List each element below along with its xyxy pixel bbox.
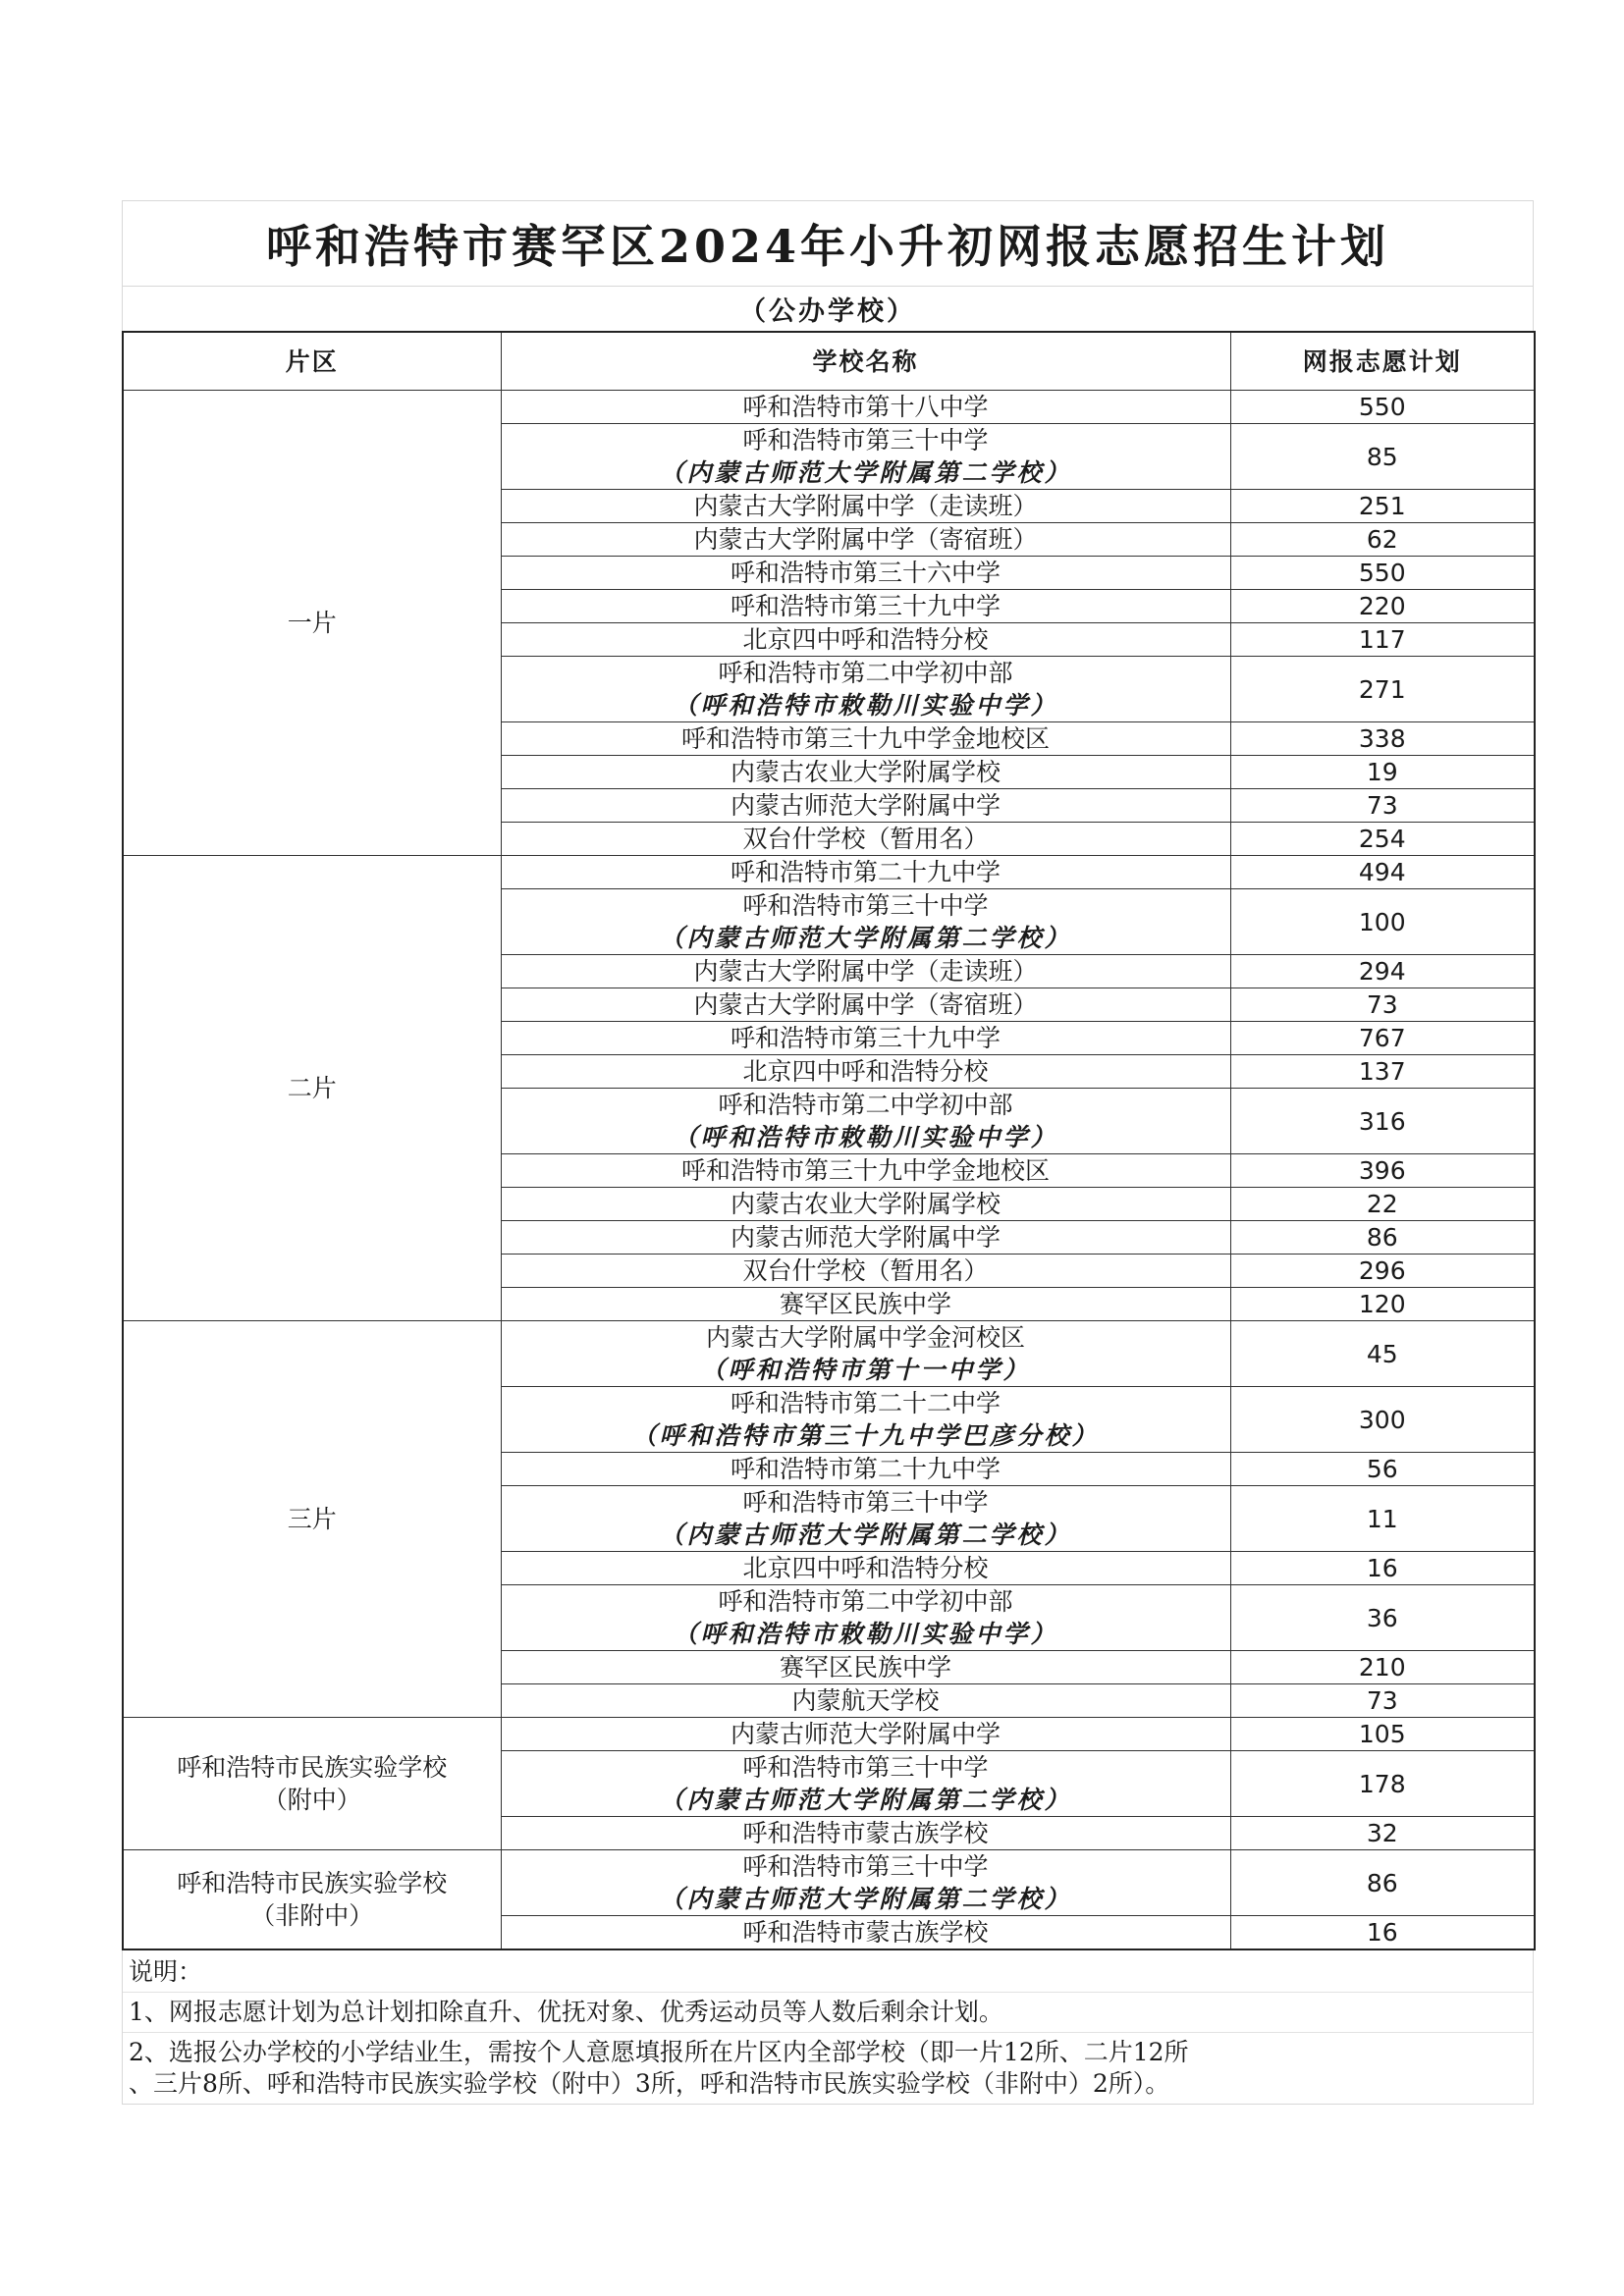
plan-count-cell: 117 [1230,623,1535,657]
school-alias: （内蒙古师范大学附属第二学校） [659,1885,1072,1913]
school-name-cell [501,955,1230,988]
school-name-cell [501,523,1230,557]
plan-count-cell: 105 [1230,1718,1535,1751]
plan-count-cell: 220 [1230,590,1535,623]
plan-count-cell: 100 [1230,889,1535,955]
school-name-cell [501,1718,1230,1751]
school-name-cell [501,722,1230,756]
school-name-cell [501,823,1230,856]
school-name-cell [501,1552,1230,1585]
plan-count-cell: 767 [1230,1022,1535,1055]
school-name: 内蒙古大学附属中学（走读班） [693,957,1038,986]
plan-count-cell: 85 [1230,424,1535,490]
plan-count-cell: 296 [1230,1255,1535,1288]
school-name: 呼和浩特市第十八中学 [742,393,989,421]
school-name: 呼和浩特市蒙古族学校 [742,1819,989,1847]
note-line-2 [123,2033,1533,2104]
school-alias: （呼和浩特市第三十九中学巴彦分校） [631,1421,1100,1450]
plan-count-cell: 316 [1230,1089,1535,1154]
school-name-cell [501,1916,1230,1950]
zone-sublabel: （非附中） [250,1901,374,1930]
school-name-cell [501,889,1230,955]
page-subtitle: （公办学校） [122,286,1534,331]
plan-count-cell: 271 [1230,657,1535,722]
school-name: 内蒙古农业大学附属学校 [730,758,1001,786]
school-name: 呼和浩特市第三十九中学金地校区 [680,724,1050,753]
table-header-row [123,332,1535,391]
school-name: 内蒙古师范大学附属中学 [730,1223,1001,1252]
school-name: 双台什学校（暂用名） [742,825,989,853]
zone-cell [123,1321,501,1718]
zone-cell [123,391,501,856]
notes-heading: 说明： [123,1950,1533,1993]
table-row [123,1718,1535,1751]
school-name: 呼和浩特市第二十九中学 [730,1455,1001,1483]
zone-label: 呼和浩特市民族实验学校 [177,1869,448,1897]
plan-count-cell: 56 [1230,1453,1535,1486]
table-row [123,1321,1535,1387]
plan-count-cell: 494 [1230,856,1535,889]
school-name: 内蒙古师范大学附属中学 [730,791,1001,820]
enrollment-plan-table [122,331,1536,1950]
plan-count-cell: 338 [1230,722,1535,756]
school-name: 内蒙古大学附属中学金河校区 [705,1323,1025,1352]
plan-count-cell: 32 [1230,1817,1535,1850]
school-name-cell [501,1288,1230,1321]
school-name-cell [501,424,1230,490]
school-name-cell [501,988,1230,1022]
page-title: 呼和浩特市赛罕区2024年小升初网报志愿招生计划 [122,200,1534,286]
plan-count-cell: 396 [1230,1154,1535,1188]
note-line-1: 1、网报志愿计划为总计划扣除直升、优抚对象、优秀运动员等人数后剩余计划。 [123,1993,1533,2033]
plan-count-cell: 86 [1230,1850,1535,1916]
school-alias: （呼和浩特市第十一中学） [700,1356,1031,1384]
zone-cell [123,856,501,1321]
school-name: 呼和浩特市第三十六中学 [730,559,1001,587]
school-name: 北京四中呼和浩特分校 [742,625,989,654]
plan-count-cell: 120 [1230,1288,1535,1321]
school-name-cell [501,1684,1230,1718]
table-row [123,391,1535,424]
school-name-cell [501,1221,1230,1255]
school-name: 呼和浩特市第三十中学 [742,1852,989,1881]
plan-count-cell: 62 [1230,523,1535,557]
header-zone: 片区 [123,332,501,391]
plan-count-cell: 73 [1230,789,1535,823]
school-name-cell [501,1188,1230,1221]
plan-count-cell: 254 [1230,823,1535,856]
school-name-cell [501,1154,1230,1188]
plan-count-cell: 137 [1230,1055,1535,1089]
document-sheet [122,200,1534,2105]
school-alias: （呼和浩特市敕勒川实验中学） [673,691,1058,720]
school-name: 呼和浩特市第二十二中学 [730,1389,1001,1417]
notes-section [122,1950,1534,2105]
school-name: 内蒙古师范大学附属中学 [730,1720,1001,1748]
zone-sublabel: （附中） [262,1786,361,1814]
school-name-cell [501,623,1230,657]
school-name: 呼和浩特市第二中学初中部 [718,1091,1013,1119]
school-name: 内蒙航天学校 [791,1686,940,1715]
note-line-2a: 2、选报公办学校的小学结业生，需按个人意愿填报所在片区内全部学校（即一片12所、二片12所 [129,2038,1189,2066]
school-name: 内蒙古大学附属中学（走读班） [693,492,1038,520]
school-name: 北京四中呼和浩特分校 [742,1057,989,1086]
school-alias: （呼和浩特市敕勒川实验中学） [673,1620,1058,1648]
zone-label: 呼和浩特市民族实验学校 [177,1753,448,1782]
school-name-cell [501,1817,1230,1850]
table-body [123,391,1535,1950]
school-name: 赛罕区民族中学 [779,1290,951,1318]
school-name-cell [501,557,1230,590]
school-alias: （内蒙古师范大学附属第二学校） [659,1521,1072,1549]
school-name-cell [501,1089,1230,1154]
zone-label: 一片 [287,609,337,637]
school-alias: （内蒙古师范大学附属第二学校） [659,1786,1072,1814]
plan-count-cell: 45 [1230,1321,1535,1387]
school-alias: （呼和浩特市敕勒川实验中学） [673,1123,1058,1151]
header-school-name: 学校名称 [501,332,1230,391]
plan-count-cell: 86 [1230,1221,1535,1255]
zone-label: 二片 [287,1074,337,1102]
zone-cell [123,1718,501,1850]
school-name-cell [501,1022,1230,1055]
school-name: 呼和浩特市第二中学初中部 [718,659,1013,687]
plan-count-cell: 550 [1230,557,1535,590]
school-name-cell [501,490,1230,523]
plan-count-cell: 294 [1230,955,1535,988]
plan-count-cell: 16 [1230,1916,1535,1950]
table-row [123,1850,1535,1916]
school-name-cell [501,856,1230,889]
plan-count-cell: 73 [1230,988,1535,1022]
school-name-cell [501,1387,1230,1453]
school-alias: （内蒙古师范大学附属第二学校） [659,458,1072,487]
school-name-cell [501,1321,1230,1387]
school-name: 内蒙古大学附属中学（寄宿班） [693,525,1038,554]
plan-count-cell: 300 [1230,1387,1535,1453]
zone-cell [123,1850,501,1950]
zone-label: 三片 [287,1505,337,1533]
plan-count-cell: 11 [1230,1486,1535,1552]
school-name: 呼和浩特市蒙古族学校 [742,1918,989,1947]
school-name-cell [501,590,1230,623]
school-name-cell [501,756,1230,789]
school-name: 呼和浩特市第三十九中学 [730,592,1001,620]
school-name: 内蒙古农业大学附属学校 [730,1190,1001,1218]
school-name: 内蒙古大学附属中学（寄宿班） [693,990,1038,1019]
school-name: 呼和浩特市第三十中学 [742,426,989,454]
plan-count-cell: 251 [1230,490,1535,523]
school-name-cell [501,1486,1230,1552]
header-plan-count: 网报志愿计划 [1230,332,1535,391]
school-name: 赛罕区民族中学 [779,1653,951,1682]
school-name-cell [501,1055,1230,1089]
school-name-cell [501,1585,1230,1651]
plan-count-cell: 36 [1230,1585,1535,1651]
school-name-cell [501,391,1230,424]
school-name: 呼和浩特市第二十九中学 [730,858,1001,886]
plan-count-cell: 16 [1230,1552,1535,1585]
plan-count-cell: 19 [1230,756,1535,789]
school-name-cell [501,1651,1230,1684]
plan-count-cell: 22 [1230,1188,1535,1221]
school-name: 呼和浩特市第三十九中学 [730,1024,1001,1052]
school-name-cell [501,1255,1230,1288]
school-name: 呼和浩特市第三十中学 [742,1753,989,1782]
school-name: 呼和浩特市第二中学初中部 [718,1587,1013,1616]
plan-count-cell: 550 [1230,391,1535,424]
school-name: 呼和浩特市第三十九中学金地校区 [680,1156,1050,1185]
school-name: 北京四中呼和浩特分校 [742,1554,989,1582]
school-name: 双台什学校（暂用名） [742,1256,989,1285]
school-name-cell [501,1453,1230,1486]
plan-count-cell: 210 [1230,1651,1535,1684]
note-line-2b: 、三片8所、呼和浩特市民族实验学校（附中）3所，呼和浩特市民族实验学校（非附中）2所）。 [129,2069,1170,2098]
school-name-cell [501,1850,1230,1916]
school-name: 呼和浩特市第三十中学 [742,891,989,920]
school-name-cell [501,1751,1230,1817]
school-name: 呼和浩特市第三十中学 [742,1488,989,1517]
table-row [123,856,1535,889]
school-name-cell [501,789,1230,823]
school-alias: （内蒙古师范大学附属第二学校） [659,924,1072,952]
school-name-cell [501,657,1230,722]
plan-count-cell: 73 [1230,1684,1535,1718]
plan-count-cell: 178 [1230,1751,1535,1817]
